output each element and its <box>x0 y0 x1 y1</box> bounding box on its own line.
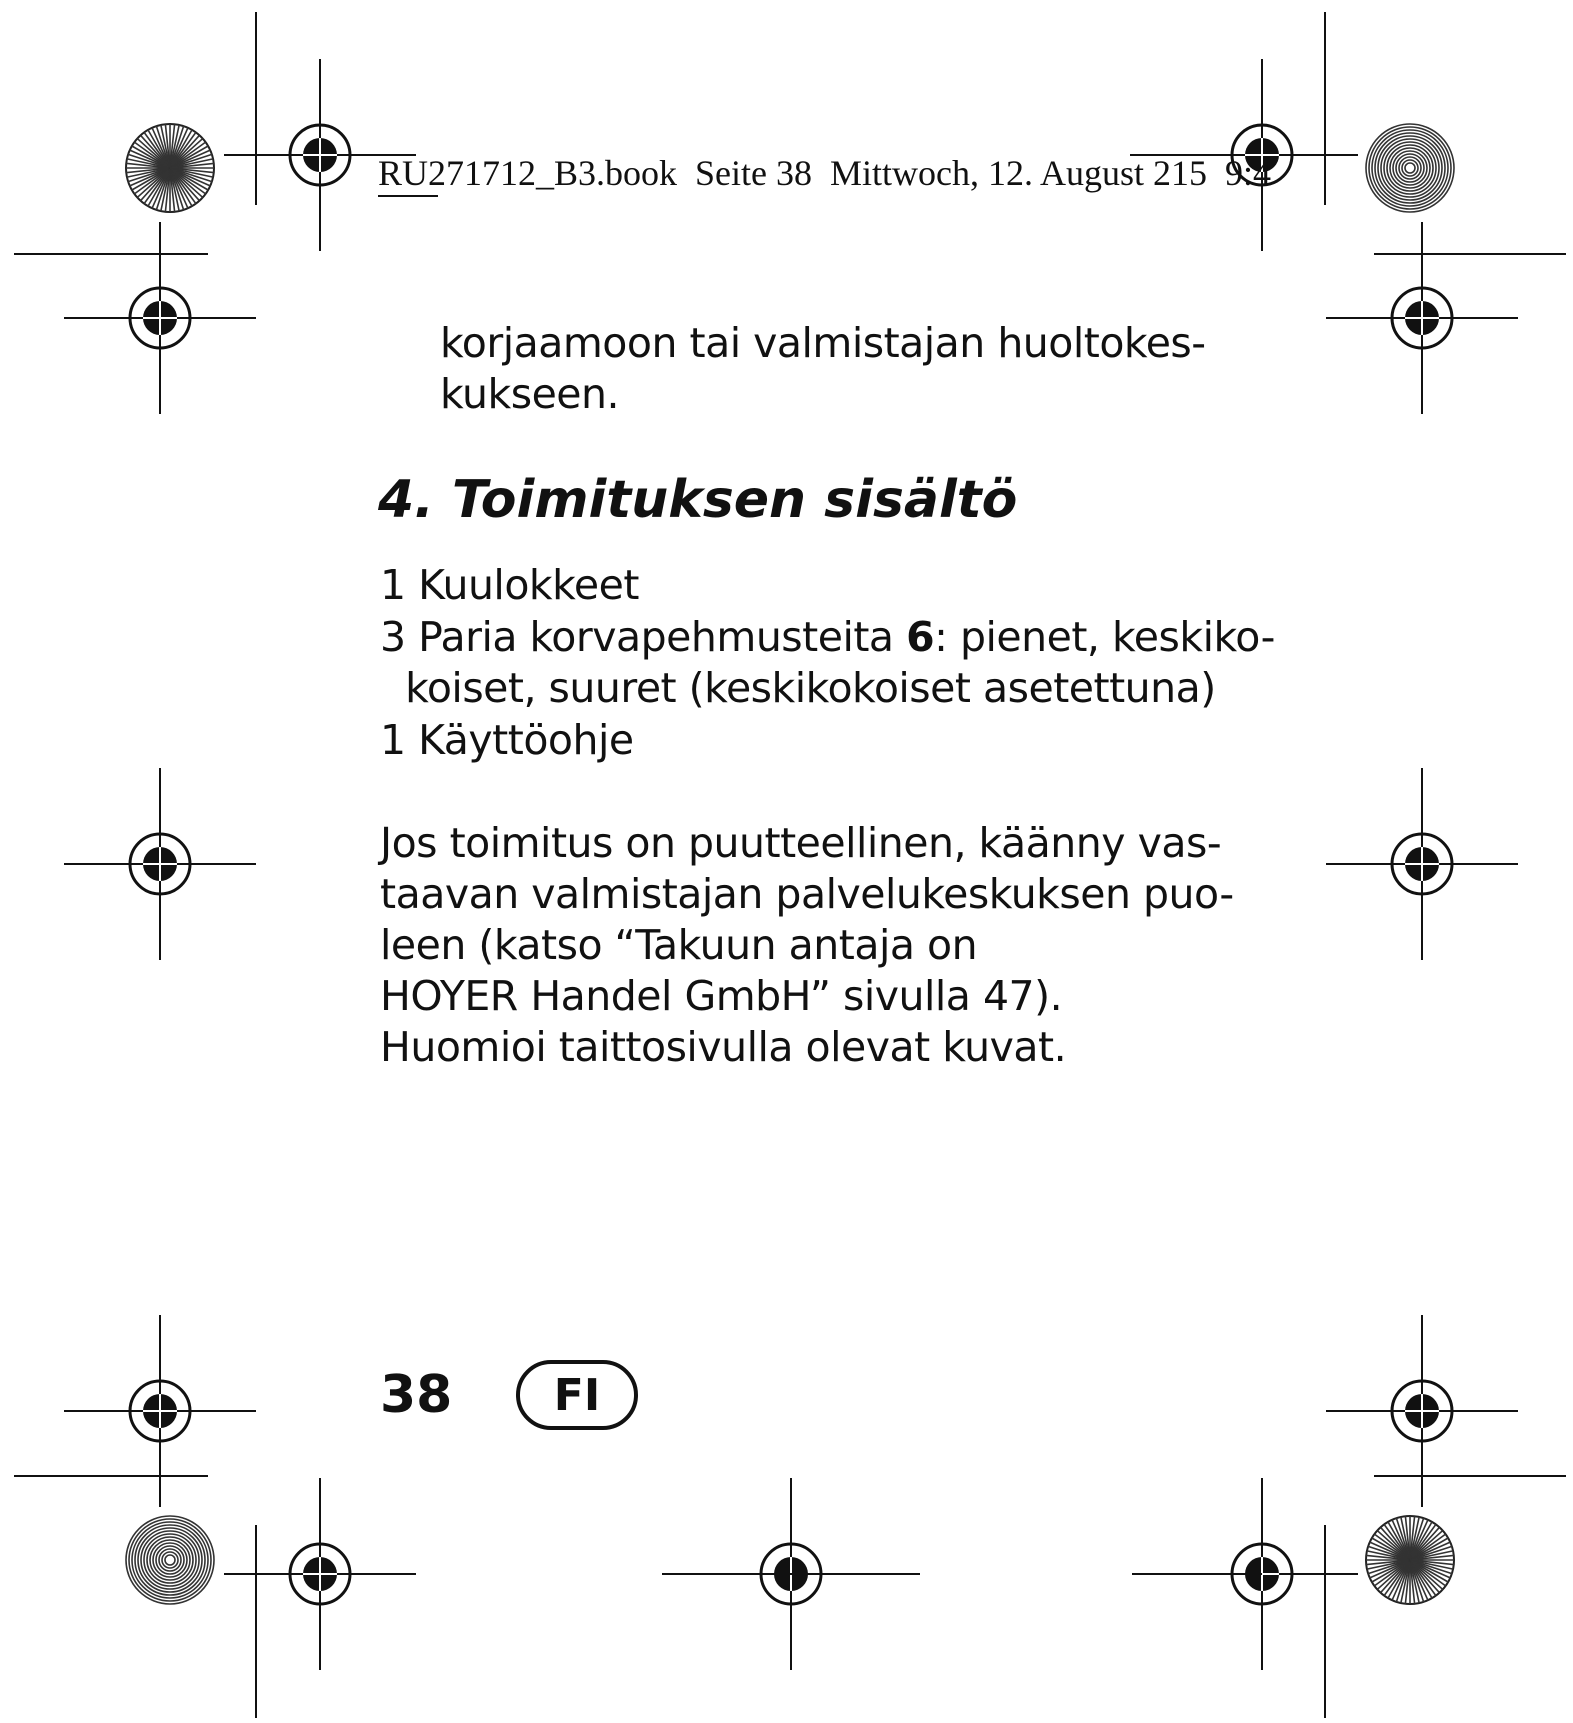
contents-item-earpads <box>380 612 1275 663</box>
star-target-top-left <box>126 124 214 212</box>
slug-underline <box>378 195 438 197</box>
earpads-sizes: : pienet, keskiko- <box>934 613 1275 661</box>
ring-target-top-right <box>1366 124 1454 212</box>
ring-target-bottom-left <box>126 1516 214 1604</box>
registration-mark-bottom-left <box>224 1478 416 1670</box>
section-heading: 4. Toimituksen sisältö <box>378 470 1018 530</box>
registration-mark-right-upper <box>1326 222 1518 414</box>
earpads-text: 3 Paria korvapehmusteita <box>380 613 907 661</box>
language-code: FI <box>553 1369 601 1421</box>
registration-mark-left-upper <box>64 222 256 414</box>
contents-item-earpads-continued: koiset, suuret (keskikokoiset asetettuna) <box>380 664 1216 712</box>
slug-date: Mittwoch, 12. August 2 <box>830 153 1172 193</box>
contents-item-manual: 1 Käyttöohje <box>380 716 634 764</box>
registration-mark-right-lower <box>1326 1315 1518 1507</box>
star-target-bottom-right <box>1366 1516 1454 1604</box>
registration-mark-left-lower <box>64 1315 256 1507</box>
paragraph-line-2: taavan valmistajan palvelukeskuksen puo- <box>380 870 1234 918</box>
page-number: 38 <box>380 1365 453 1425</box>
part-reference-number: 6 <box>906 613 935 661</box>
intro-line-2: kukseen. <box>440 370 620 418</box>
paragraph-line-1: Jos toimitus on puutteellinen, käänny vas- <box>380 819 1222 867</box>
slug-page: Seite 38 <box>695 153 813 193</box>
slug-time: 9:4 <box>1225 153 1272 193</box>
paragraph-line-4: HOYER Handel GmbH” sivulla 47). <box>380 972 1063 1020</box>
contents-item-earphones: 1 Kuulokkeet <box>380 561 639 609</box>
paragraph-line-5: Huomioi taittosivulla olevat kuvat. <box>380 1023 1067 1071</box>
print-slug <box>378 152 1271 194</box>
slug-year: 15 <box>1171 153 1208 193</box>
paragraph-line-3: leen (katso “Takuun antaja on <box>380 921 978 969</box>
slug-filename: RU271712_B3.book <box>378 153 678 193</box>
intro-line-1: korjaamoon tai valmistajan huoltokes- <box>440 319 1206 367</box>
registration-mark-left-middle <box>64 768 256 960</box>
registration-mark-right-middle <box>1326 768 1518 960</box>
language-badge <box>516 1360 638 1430</box>
